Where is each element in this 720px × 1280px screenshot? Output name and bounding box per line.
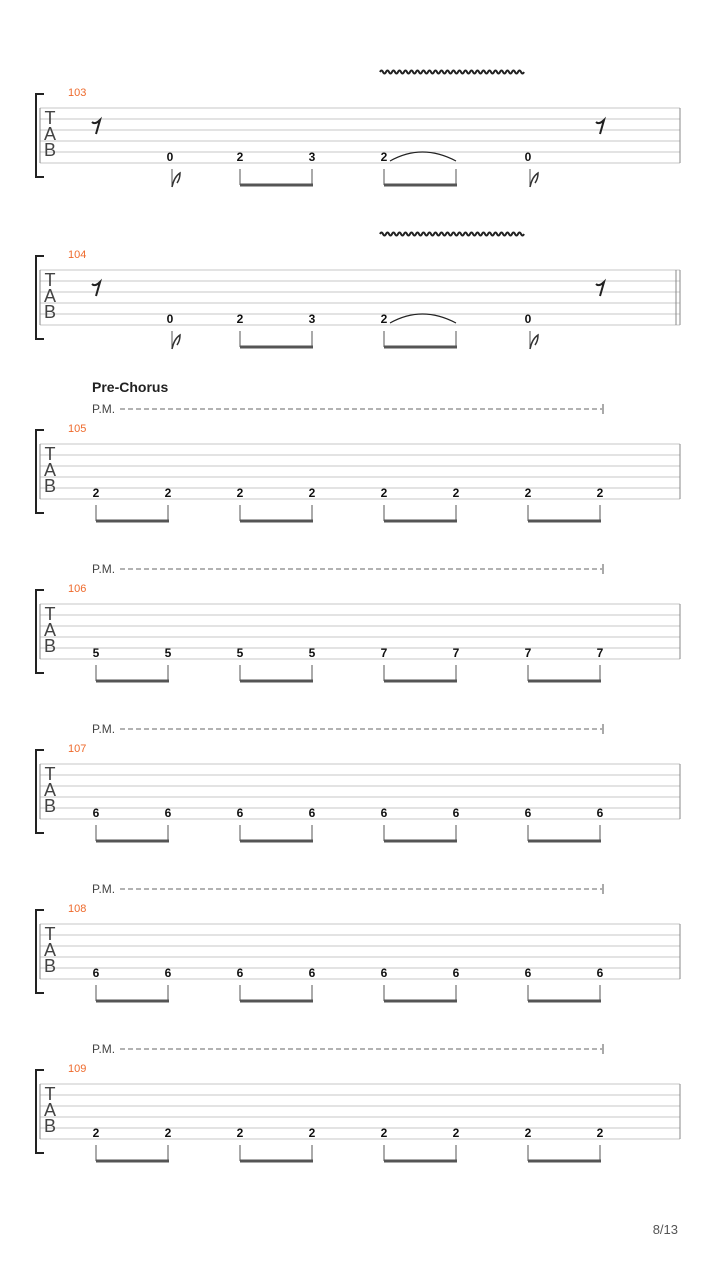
tab-clef-letter: B (43, 796, 57, 816)
tab-clef-letter: B (43, 636, 57, 656)
fret-number: 3 (308, 312, 316, 326)
tab-clef-letter: B (43, 956, 57, 976)
vibrato-marking (380, 71, 524, 74)
tab-clef-letter: T (44, 270, 56, 290)
fret-number: 5 (92, 646, 100, 660)
tab-clef-letter: T (44, 764, 56, 784)
fret-number: 2 (380, 1126, 388, 1140)
fret-number: 6 (524, 966, 532, 980)
fret-number: 2 (92, 1126, 100, 1140)
fret-number: 6 (380, 806, 388, 820)
fret-number: 7 (452, 646, 460, 660)
tab-clef-letter: A (43, 1100, 57, 1120)
measure-number: 104 (68, 249, 87, 261)
tab-clef-letter: A (43, 124, 57, 144)
fret-number: 0 (524, 312, 532, 326)
fret-number: 2 (452, 486, 460, 500)
fret-number: 6 (236, 806, 244, 820)
eighth-rest (596, 120, 604, 134)
tie-arc (390, 314, 456, 323)
fret-number: 7 (596, 646, 604, 660)
palm-mute-label: P.M. (92, 882, 116, 896)
tab-clef-letter: A (43, 460, 57, 480)
palm-mute-label: P.M. (92, 1042, 116, 1056)
fret-number: 5 (308, 646, 316, 660)
page-number: 8/13 (652, 1222, 678, 1237)
fret-number: 7 (524, 646, 532, 660)
measure-number: 106 (68, 583, 87, 595)
eighth-flag (172, 173, 180, 187)
tab-clef-letter: T (44, 1084, 56, 1104)
measure-number: 103 (68, 87, 87, 99)
fret-number: 6 (92, 806, 100, 820)
fret-number: 2 (164, 1126, 172, 1140)
eighth-rest (92, 282, 100, 296)
fret-number: 0 (524, 150, 532, 164)
fret-number: 6 (380, 966, 388, 980)
tab-clef-letter: B (43, 302, 57, 322)
fret-number: 2 (524, 486, 532, 500)
tie-arc (390, 152, 456, 161)
fret-number: 6 (308, 966, 316, 980)
measure-number: 107 (68, 743, 87, 755)
fret-number: 5 (236, 646, 244, 660)
tab-clef-letter: B (43, 476, 57, 496)
tab-clef-letter: T (44, 108, 56, 128)
measure-number: 108 (68, 903, 87, 915)
fret-number: 6 (524, 806, 532, 820)
fret-number: 2 (452, 1126, 460, 1140)
fret-number: 2 (524, 1126, 532, 1140)
fret-number: 2 (236, 486, 244, 500)
eighth-rest (596, 282, 604, 296)
fret-number: 2 (380, 486, 388, 500)
tab-clef-letter: B (43, 140, 57, 160)
fret-number: 6 (596, 806, 604, 820)
fret-number: 6 (308, 806, 316, 820)
fret-number: 2 (236, 1126, 244, 1140)
fret-number: 0 (166, 150, 174, 164)
tab-clef-letter: B (43, 1116, 57, 1136)
fret-number: 2 (236, 312, 244, 326)
fret-number: 2 (380, 150, 388, 164)
section-title: Pre-Chorus (92, 379, 169, 395)
measure-number: 109 (68, 1063, 87, 1075)
fret-number: 6 (452, 806, 460, 820)
palm-mute-label: P.M. (92, 562, 116, 576)
tab-clef-letter: A (43, 286, 57, 306)
palm-mute-label: P.M. (92, 722, 116, 736)
fret-number: 2 (308, 486, 316, 500)
fret-number: 6 (452, 966, 460, 980)
fret-number: 2 (92, 486, 100, 500)
tab-clef-letter: T (44, 924, 56, 944)
tab-clef-letter: A (43, 620, 57, 640)
fret-number: 5 (164, 646, 172, 660)
eighth-flag (530, 335, 538, 349)
tab-clef-letter: A (43, 780, 57, 800)
eighth-rest (92, 120, 100, 134)
tab-clef-letter: T (44, 444, 56, 464)
fret-number: 2 (380, 312, 388, 326)
fret-number: 2 (308, 1126, 316, 1140)
fret-number: 2 (164, 486, 172, 500)
eighth-flag (172, 335, 180, 349)
fret-number: 6 (164, 966, 172, 980)
fret-number: 6 (596, 966, 604, 980)
tab-clef-letter: T (44, 604, 56, 624)
fret-number: 7 (380, 646, 388, 660)
fret-number: 2 (596, 486, 604, 500)
fret-number: 2 (596, 1126, 604, 1140)
measure-number: 105 (68, 423, 87, 435)
palm-mute-label: P.M. (92, 402, 116, 416)
fret-number: 3 (308, 150, 316, 164)
tab-clef-letter: A (43, 940, 57, 960)
fret-number: 2 (236, 150, 244, 164)
fret-number: 6 (236, 966, 244, 980)
fret-number: 0 (166, 312, 174, 326)
eighth-flag (530, 173, 538, 187)
fret-number: 6 (92, 966, 100, 980)
fret-number: 6 (164, 806, 172, 820)
vibrato-marking (380, 233, 524, 236)
